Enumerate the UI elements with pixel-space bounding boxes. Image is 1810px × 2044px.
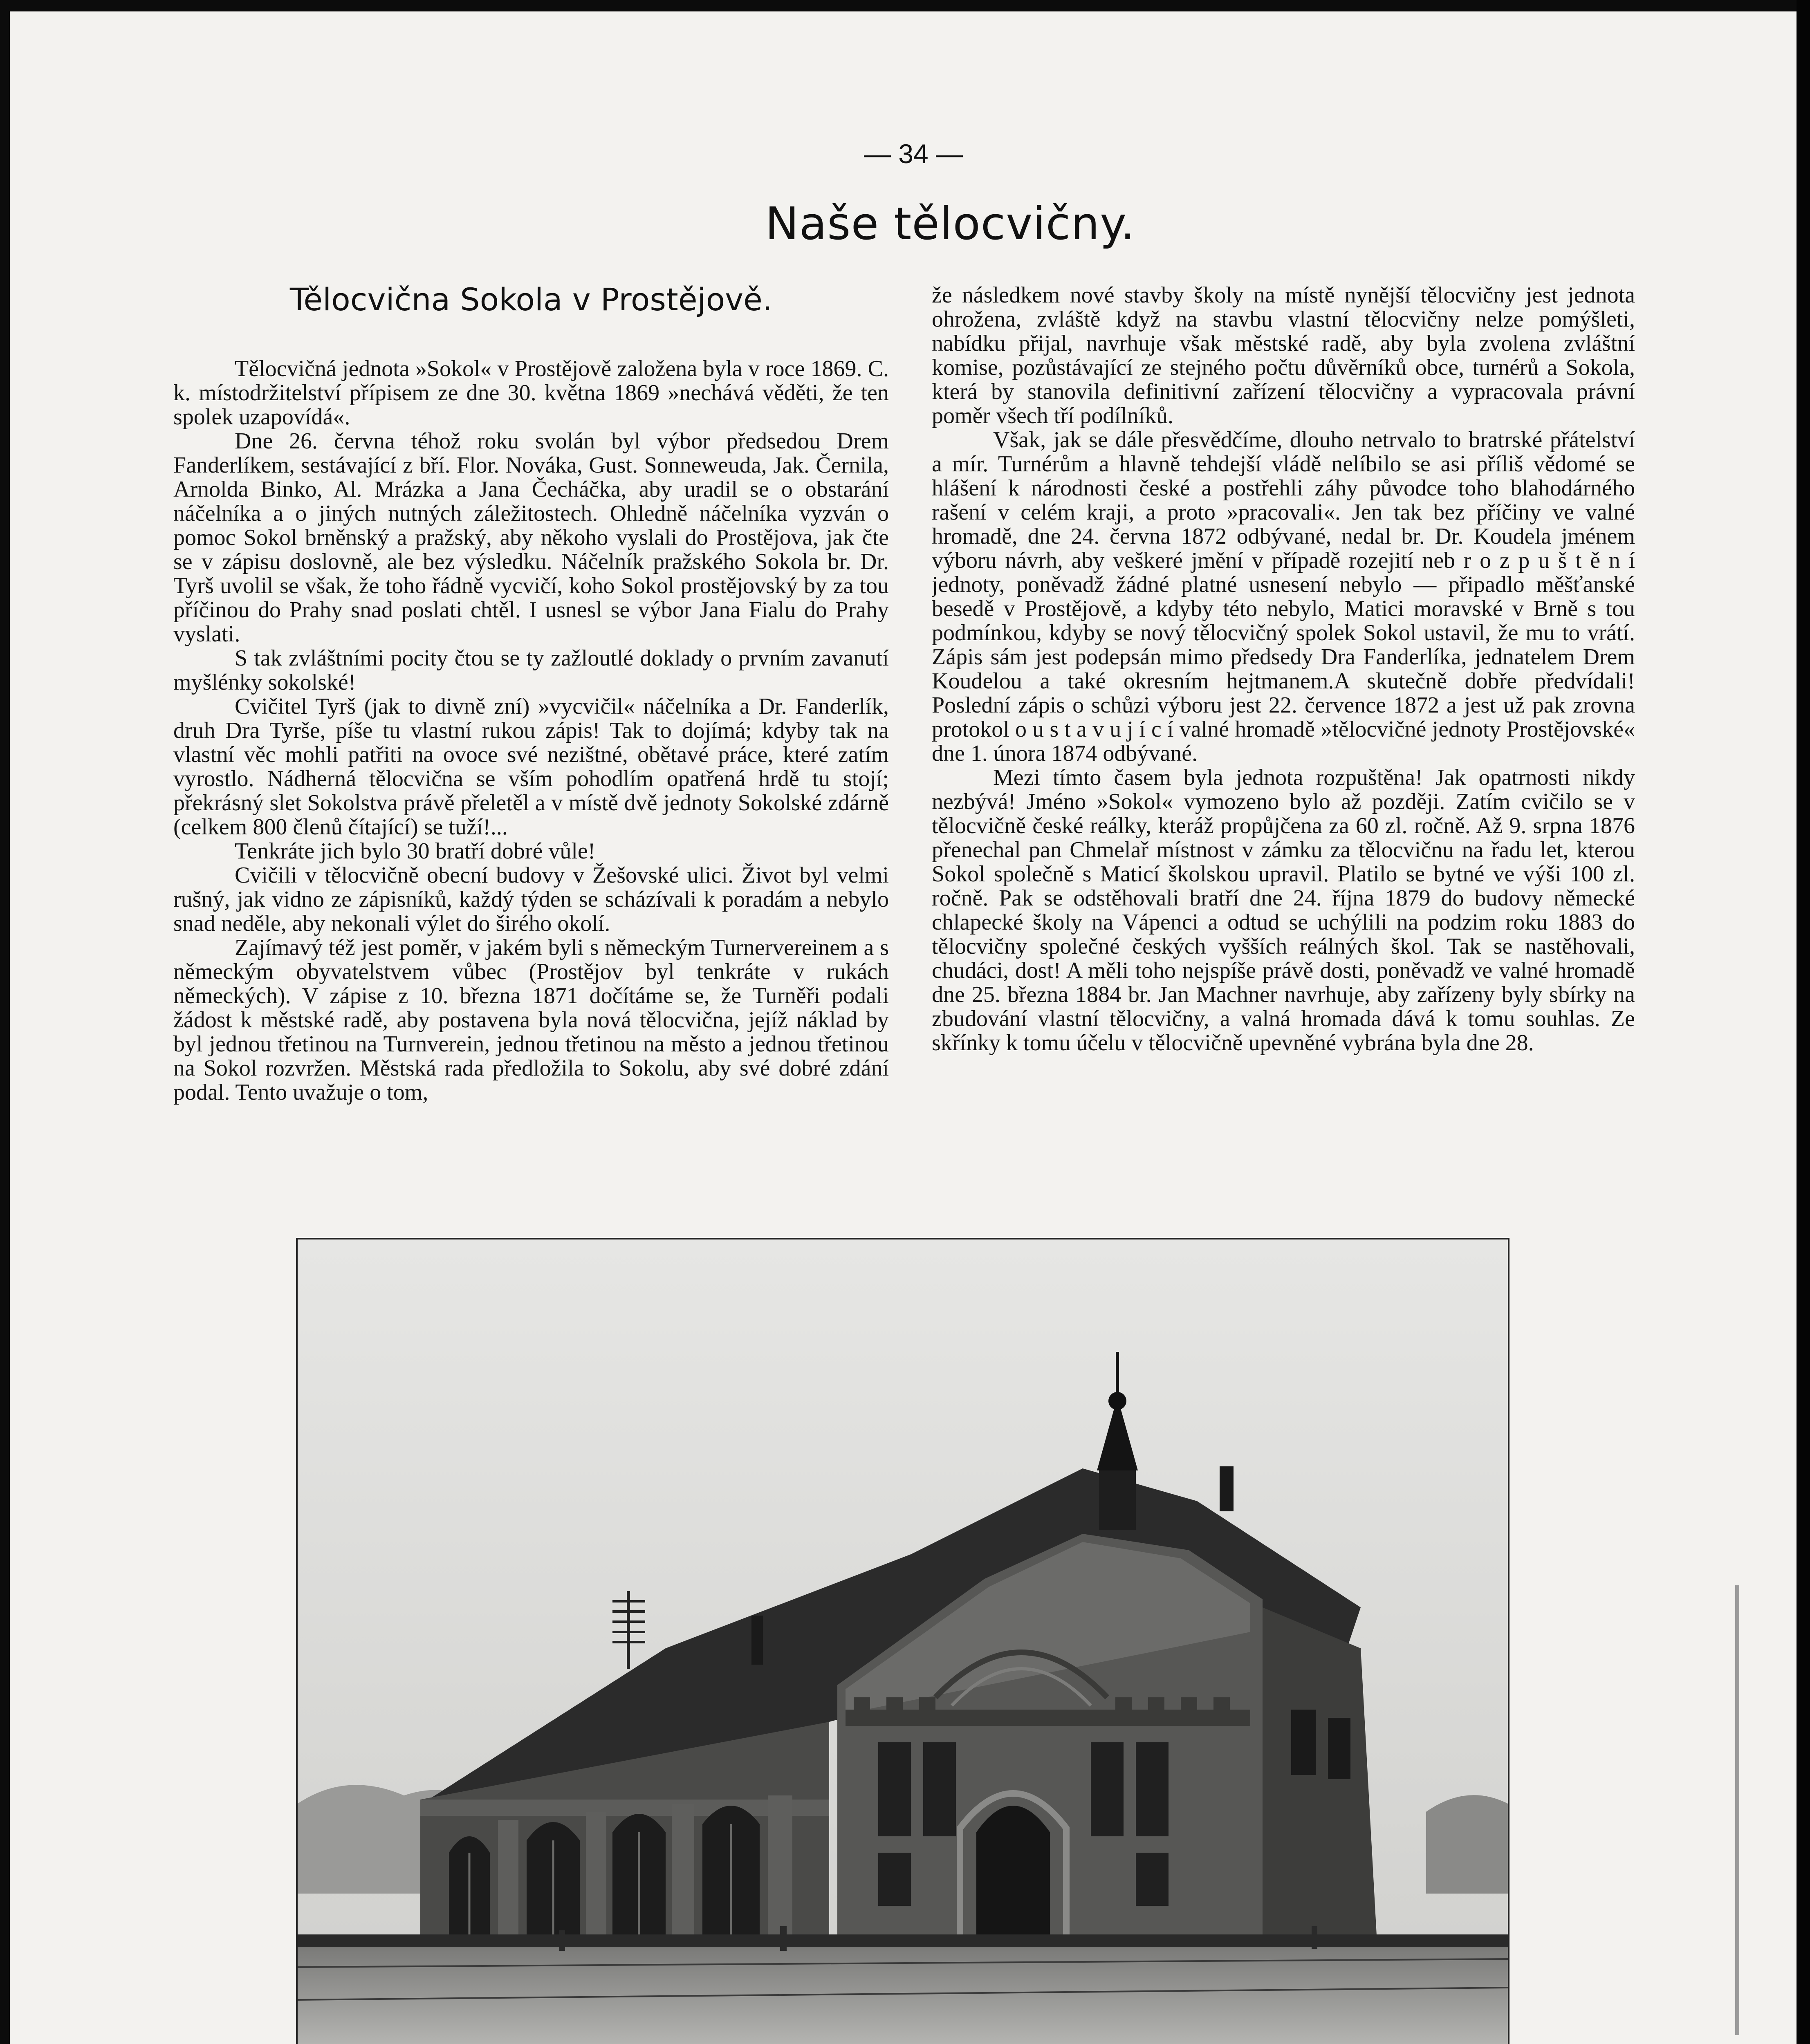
paragraph: Cvičili v tělocvičně obecní budovy v Žešovské ulici. Život byl velmi rušný, jak vidno ze zápisníků, každý týden se scházívali k poradám a nebylo snad neděle, aby nekonali výlet do širého okolí.: [173, 863, 889, 936]
paragraph: Zajímavý též jest poměr, v jakém byli s německým Turnervereinem a s německým obyvatelstvem vůbec (Prostějov byl tenkráte v rukách německých). V zápise z 10. března 1871 dočítáme se, že Turněři podali žádost k městské radě, aby postavena byla nová tělocvična, jejíž náklad by byl jednou třetinou na Turnverein, jednou třetinou na město a jednou třetinou na Sokol rozvržen. Městská rada předložila to Sokolu, aby své dobré zdání podal. Tento uvažuje o tom,: [173, 935, 889, 1105]
paragraph: Tenkráte jich bylo 30 bratří dobré vůle!: [235, 838, 596, 864]
paragraph: Cvičitel Tyrš (jak to divně zní) »vycvičil« náčelníka a Dr. Fanderlík, druh Dra Tyrše, píše tu vlastní rukou zápis! Tak to dojímá; kdyby tak na vlastní věc mohli patřiti na ovoce své nezištné, obětavé práce, které zatím vyrostlo. Nádherná tělocvična se vším pohodlím opatřená hrdě tu stojí; překrásný slet Sokolstva právě přeletěl a v místě dvě jednoty Sokolské zdárně (celkem 800 členů čítající) se tuží!...: [173, 694, 889, 840]
paragraph: Tělocvičná jednota »Sokol« v Prostějově založena byla v roce 1869. C. k. místodržitelství přípisem ze dne 30. května 1869 »nechává věděti, že ten spolek uzapovídá«.: [173, 356, 889, 430]
page-title: Naše tělocvičny.: [765, 197, 1135, 250]
article-heading: Tělocvična Sokola v Prostějově.: [289, 281, 773, 318]
gymnasium-photo: [296, 1238, 1509, 2044]
page-number: — 34 —: [864, 139, 963, 169]
paragraph: Však, jak se dále přesvědčíme, dlouho netrvalo to bratrské přátelství a mír. Turnérům a hlavně tehdejší vládě nelíbilo se asi příliš vědomé se hlášení k národnosti české a postřehli záhy původce toho blahodárného rašení v celém kraji, a proto »pracovali«. Jen tak bez příčiny ve valné hromadě, dne 24. června 1872 odbývané, nedal br. Dr. Koudela jménem výboru návrh, aby veškeré jmění v případě rozejití neb r o z p u š t ě n í jednoty, poněvadž žádné platné usnesení nebylo — připadlo měšťanské besedě v Prostějově, a kdyby této nebylo, Matici moravské v Brně s tou podmínkou, kdyby se nový tělocvičný spolek Sokol ustavil, že mu to vrátí. Zápis sám jest podepsán mimo předsedy Dra Fanderlíka, jednatelem Drem Koudelou a také okresním hejtmanem.A skutečně dobře předvídali! Poslední zápis o schůzi výboru jest 22. července 1872 a jest už pak zrovna protokol o u s t a v u j í c í valné hromadě »tělocvičné jednoty Prostějovské« dne 1. února 1874 odbývané.: [932, 427, 1635, 766]
scan-border-right: [1797, 0, 1810, 2044]
paragraph: že následkem nové stavby školy na místě nynější tělocvičny jest jednota ohrožena, zvláště když na stavbu vlastní tělocvičny nelze pomýšleti, nabídku přijal, navrhuje však městské radě, aby byla zvolena zvláštní komise, pozůstávající ze stejného počtu důvěrníků obce, turnérů a Sokola, která by stanovila definitivní zařízení tělocvičny a vypracovala právní poměr všech tří podílníků.: [932, 283, 1635, 428]
paragraph: S tak zvláštními pocity čtou se ty zažloutlé doklady o prvním zavanutí myšlénky sokolské!: [173, 645, 889, 695]
paragraph: Mezi tímto časem byla jednota rozpuštěna! Jak opatrnosti nikdy nezbývá! Jméno »Sokol« vymozeno bylo až později. Zatím cvičilo se v tělocvičně české reálky, kteráž propůjčena za 60 zl. ročně. Až 9. srpna 1876 přenechal pan Chmelař místnost v zámku za tělocvičnu na řadu let, kterou Sokol společně s Maticí školskou upravil. Platilo se bytné ve výši 100 zl. ročně. Pak se odstěhovali bratří dne 24. října 1879 do budovy německé chlapecké školy na Vápenci a odtud se uchýlili na podzim roku 1883 do tělocvičny společné českých vyšších reálných škol. Tak se nastěhovali, chudáci, dost! A měli toho nejspíše právě dosti, poněvadž ve valné hromadě dne 25. března 1884 br. Jan Machner navrhuje, aby zařízeny byly sbírky na zbudování vlastní tělocvičny, a valná hromada dává k tomu souhlas. Ze skřínky k tomu účelu v tělocvičně upevněné vybrána byla dne 28.: [932, 765, 1635, 1056]
paragraph: Dne 26. června téhož roku svolán byl výbor předsedou Drem Fanderlíkem, sestávající z bří. Flor. Nováka, Gust. Sonneweuda, Jak. Černila, Arnolda Binko, Al. Mrázka a Jana Čecháčka, aby uradil se o obstarání náčelníka a o jiných nutných záležitostech. Ohledně náčelníka vyzván o pomoc Sokol brněnský a pražský, aby někoho vyslali do Prostějova, jak čte se v zápisu doslovně, ale bez výsledku. Náčelník pražského Sokola br. Dr. Tyrš uvolil se však, že toho řádně vycvičí, koho Sokol prostějovský by za tou příčinou do Prahy snad poslati chtěl. I usnesl se výbor Jana Fialu do Prahy vyslati.: [173, 428, 889, 647]
page-crease: [1735, 1585, 1739, 2035]
left-column: [173, 281, 889, 1201]
magazine-page: [10, 11, 1797, 2044]
right-column: [932, 283, 1635, 1203]
